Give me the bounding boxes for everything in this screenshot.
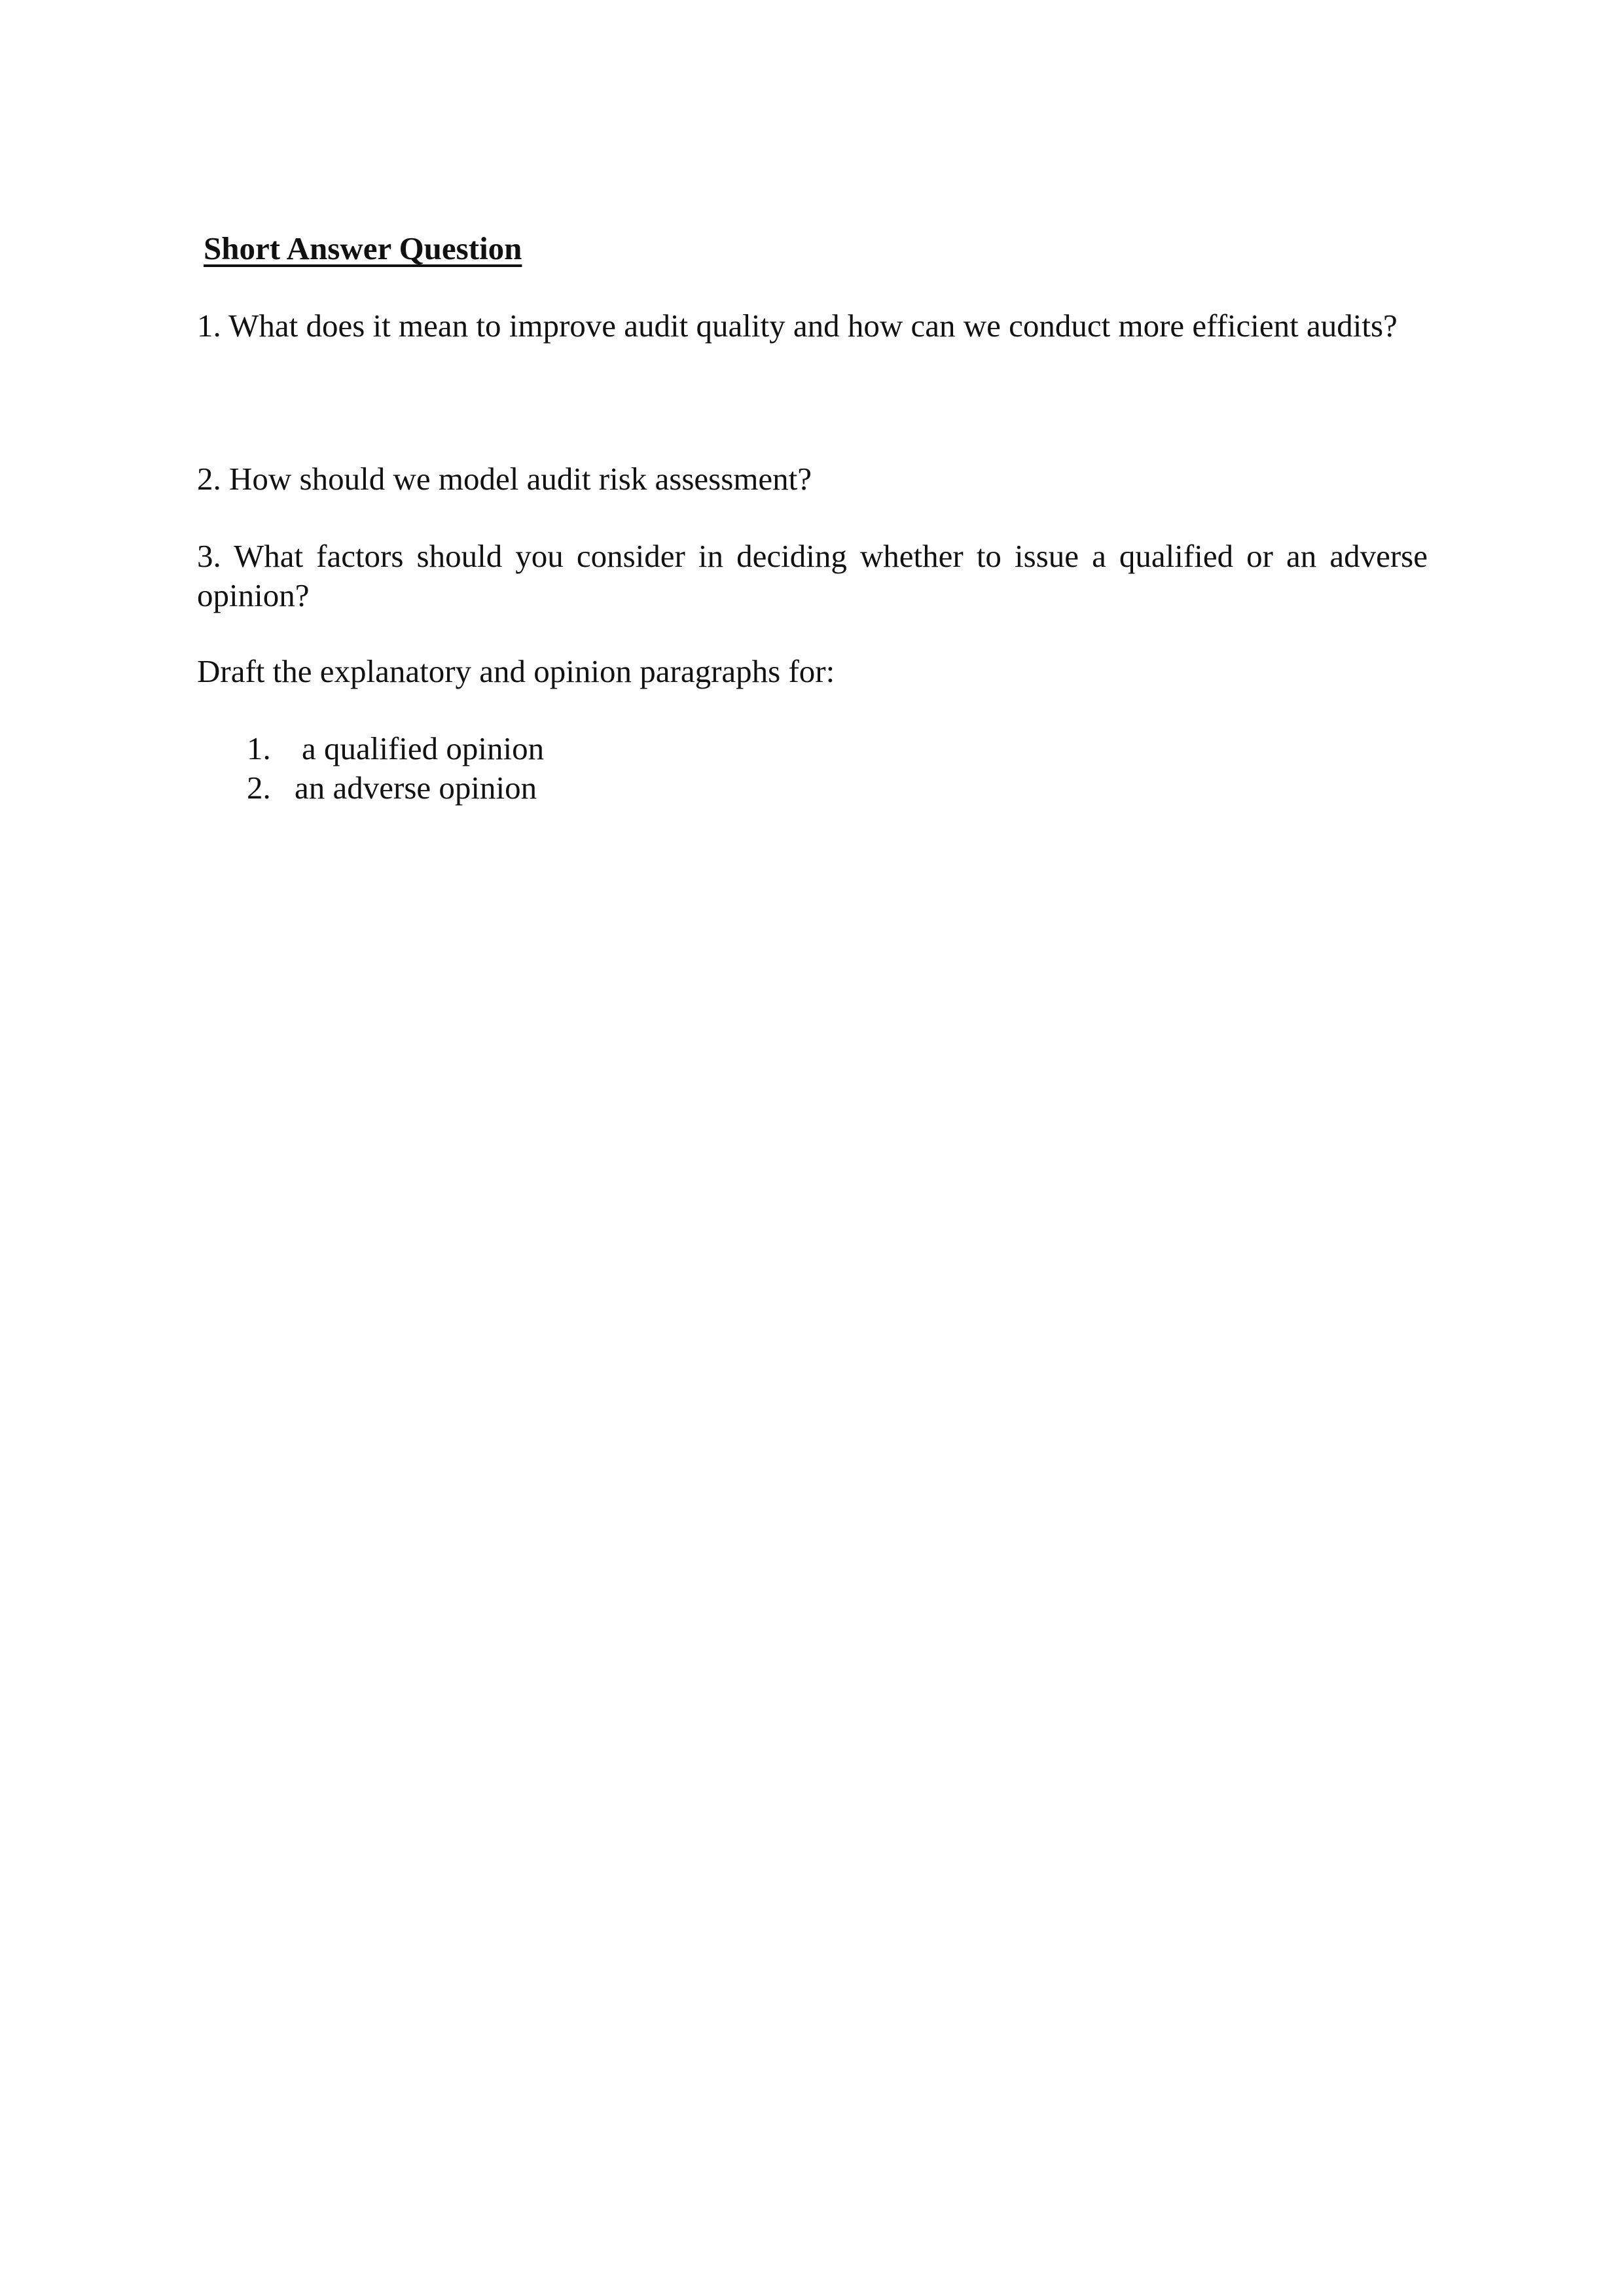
list-item-number: 2. (247, 770, 271, 806)
draft-instruction: Draft the explanatory and opinion paragraphs for: (197, 653, 835, 689)
list-item-text: a qualified opinion (302, 730, 545, 766)
question-2: 2. How should we model audit risk assessment? (197, 461, 812, 497)
list-item-number: 1. (247, 730, 271, 766)
question-1: 1. What does it mean to improve audit quality and how can we conduct more efficient audits? (197, 308, 1398, 344)
section-heading: Short Answer Question (204, 230, 522, 266)
question-3: 3. What factors should you consider in deciding whether to issue a qualified or an adverse opinion? (197, 538, 1428, 613)
list-item-text: an adverse opinion (295, 770, 537, 806)
